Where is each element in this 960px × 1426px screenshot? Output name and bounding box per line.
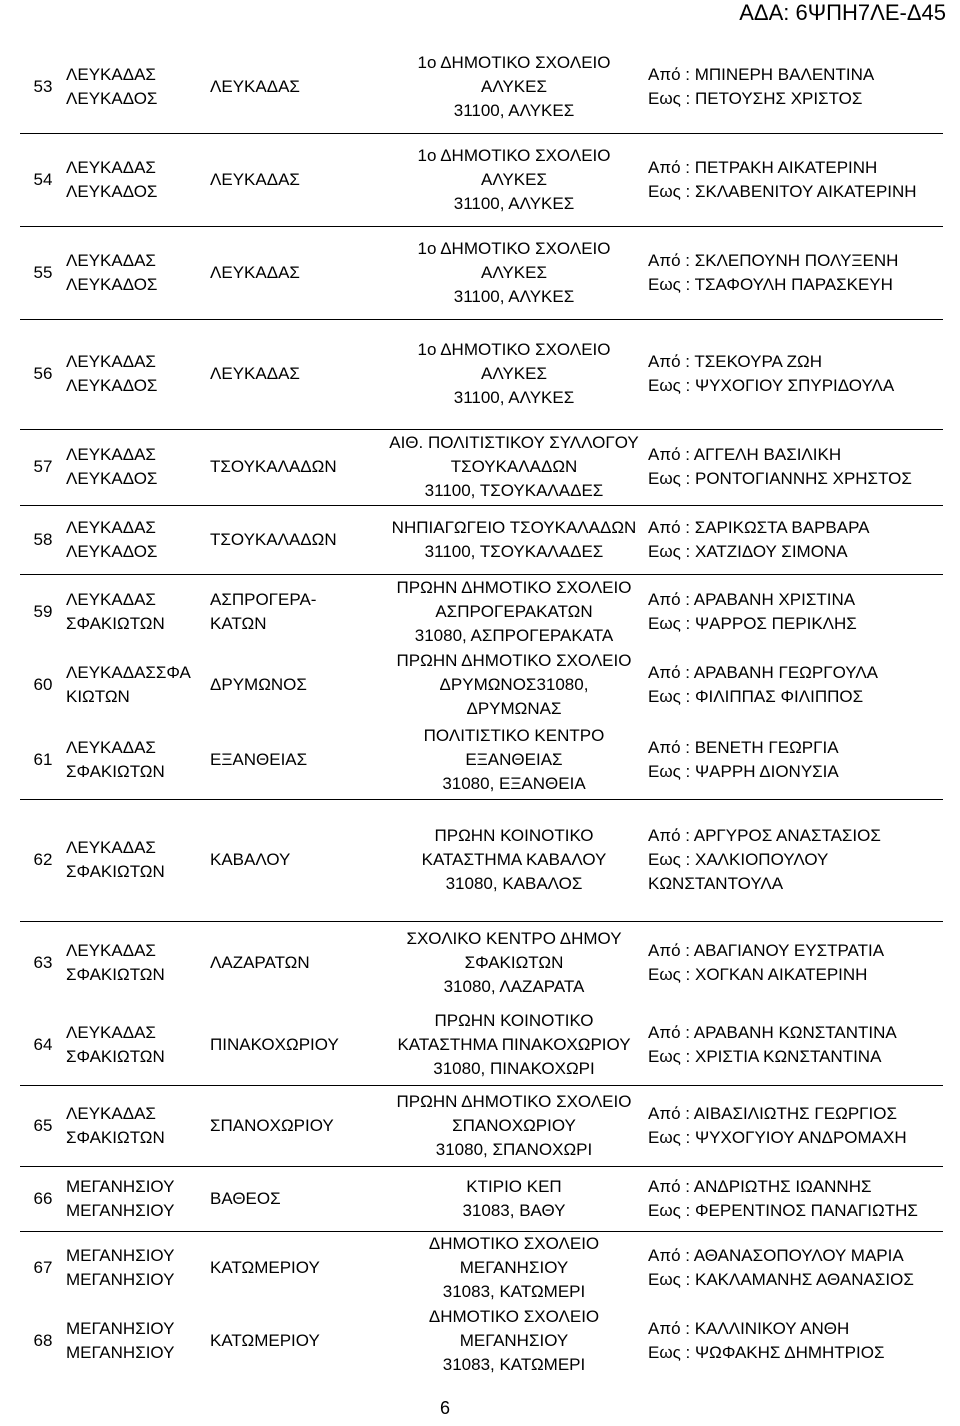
table-row — [20, 1231, 943, 1304]
polling-place-cell — [380, 799, 648, 921]
row-number: 58 — [20, 505, 66, 574]
cell-line: Εως : ΚΑΚΛΑΜΑΝΗΣ ΑΘΑΝΑΣΙΟΣ — [648, 1269, 914, 1289]
cell-line: ΛΕΥΚΑΔΑΣ — [66, 589, 156, 609]
polling-place-cell — [380, 505, 648, 574]
cell-line: ΛΕΥΚΑΔΟΣ — [66, 541, 158, 561]
cell-line: Εως : ΧΟΓΚΑΝ ΑΙΚΑΤΕΡΙΝΗ — [648, 965, 868, 985]
district-cell — [210, 1304, 380, 1377]
cell-line: Εως : ΨΥΧΟΓΙΟΥ ΣΠΥΡΙΔΟΥΛΑ — [648, 376, 895, 395]
district-cell — [210, 42, 380, 133]
cell-line: ΤΣΟΥΚΑΛΑΔΩΝ — [210, 529, 337, 549]
cell-line: 31083, ΚΑΤΩΜΕΡΙ — [442, 1281, 586, 1301]
cell-line: Εως : ΨΥΧΟΓΥΙΟΥ ΑΝΔΡΟΜΑΧΗ — [648, 1127, 907, 1147]
cell-line: 31100, ΑΛΥΚΕΣ — [453, 101, 575, 121]
row-number: 68 — [33, 1330, 53, 1350]
cell-line: ΛΕΥΚΑΔΑΣ — [66, 1022, 156, 1042]
row-number: 53 — [33, 77, 53, 97]
cell-line: 31080, ΕΞΑΝΘΕΙΑ — [442, 773, 586, 793]
cell-line: ΚΑΤΑΣΤΗΜΑ ΚΑΒΑΛΟΥ — [421, 850, 607, 869]
polling-place-cell — [380, 319, 648, 429]
cell-line: 31100, ΤΣΟΥΚΑΛΑΔΕΣ — [424, 541, 604, 561]
cell-line: Από : ΜΠΙΝΕΡΗ ΒΑΛΕΝΤΙΝΑ — [648, 65, 875, 85]
voter-range-cell — [648, 505, 943, 574]
cell-line: ΛΕΥΚΑΔΑΣ — [66, 65, 156, 85]
ada-code: ΑΔΑ: 6ΨΠΗ7ΛΕ-Δ45 — [739, 0, 946, 25]
cell-line: Εως : ΧΑΤΖΙΔΟΥ ΣΙΜΟΝΑ — [648, 541, 848, 561]
cell-line: ΛΕΥΚΑΔΟΣ — [66, 181, 158, 201]
page-number: 6 — [439, 1398, 450, 1418]
cell-line: Εως : ΡΟΝΤΟΓΙΑΝΝΗΣ ΧΡΗΣΤΟΣ — [648, 469, 912, 488]
cell-line: Εως : ΧΡΙΣΤΙΑ ΚΩΝΣΤΑΝΤΙΝΑ — [648, 1046, 882, 1066]
cell-line: ΛΕΥΚΑΔΑΣΣΦΑ — [66, 663, 191, 682]
cell-line: ΚΑΤΩΜΕΡΙΟΥ — [210, 1257, 320, 1277]
voter-range-cell — [648, 319, 943, 429]
cell-line: Από : ΤΣΕΚΟΥΡΑ ΖΩΗ — [648, 352, 823, 371]
cell-line: ΚΑΤΩΝ — [210, 613, 267, 633]
cell-line: ΣΧΟΛΙΚΟ ΚΕΝΤΡΟ ΔΗΜΟΥ — [406, 929, 622, 949]
cell-line: ΛΕΥΚΑΔΟΣ — [66, 89, 158, 109]
table-row — [20, 574, 943, 649]
cell-line: Από : ΠΕΤΡΑΚΗ ΑΙΚΑΤΕΡΙΝΗ — [648, 157, 878, 177]
cell-line: ΛΕΥΚΑΔΟΣ — [66, 274, 158, 294]
cell-line: ΛΕΥΚΑΔΑΣ — [66, 1103, 156, 1123]
municipality-cell — [66, 921, 210, 1005]
cell-line: 31083, ΒΑΘΥ — [462, 1200, 566, 1220]
district-cell — [210, 505, 380, 574]
cell-line: 31080, ΛΑΖΑΡΑΤΑ — [443, 977, 585, 997]
cell-line: ΛΕΥΚΑΔΑΣ — [210, 77, 300, 97]
voter-range-cell — [648, 226, 943, 319]
polling-place-cell — [380, 1231, 648, 1304]
cell-line: ΜΕΓΑΝΗΣΙΟΥ — [66, 1200, 175, 1220]
table-row — [20, 649, 943, 721]
cell-line: 31080, ΑΣΠΡΟΓΕΡΑΚΑΤΑ — [414, 625, 614, 645]
cell-line: ΣΦΑΚΙΩΤΩΝ — [464, 953, 564, 973]
polling-place-cell — [380, 42, 648, 133]
row-number: 64 — [33, 1034, 53, 1054]
cell-line: ΔΗΜΟΤΙΚΟ ΣΧΟΛΕΙΟ — [428, 1306, 600, 1326]
cell-line: ΛΕΥΚΑΔΑΣ — [66, 737, 156, 757]
polling-place-cell — [380, 721, 648, 799]
district-cell — [210, 226, 380, 319]
table-row — [20, 319, 943, 429]
cell-line: Από : ΑΡΑΒΑΝΗ ΚΩΝΣΤΑΝΤΙΝΑ — [648, 1022, 897, 1042]
voter-range-cell — [648, 649, 943, 721]
municipality-cell — [66, 1304, 210, 1377]
cell-line: ΚΑΒΑΛΟΥ — [210, 850, 291, 869]
cell-line: ΚΤΙΡΙΟ ΚΕΠ — [466, 1176, 562, 1196]
cell-line: Από : ΑΒΑΓΙΑΝΟΥ ΕΥΣΤΡΑΤΙΑ — [648, 941, 885, 961]
table-row — [20, 1085, 943, 1166]
municipality-cell — [66, 799, 210, 921]
cell-line: ΛΕΥΚΑΔΑΣ — [66, 157, 156, 177]
cell-line: ΑΛΥΚΕΣ — [481, 77, 547, 97]
cell-line: Από : ΑΡΓΥΡΟΣ ΑΝΑΣΤΑΣΙΟΣ — [648, 826, 881, 845]
row-number: 54 — [20, 133, 66, 226]
cell-line: Από : ΑΡΑΒΑΝΗ ΓΕΩΡΓΟΥΛΑ — [648, 663, 879, 682]
cell-line: ΔΡΥΜΩΝΑΣ — [466, 699, 562, 718]
district-cell — [210, 799, 380, 921]
cell-line: ΣΦΑΚΙΩΤΩΝ — [66, 1127, 165, 1147]
polling-place-cell — [380, 649, 648, 721]
cell-line: ΠΡΩΗΝ ΔΗΜΟΤΙΚΟ ΣΧΟΛΕΙΟ — [396, 577, 632, 597]
municipality-cell — [66, 226, 210, 319]
row-number: 66 — [20, 1166, 66, 1231]
municipality-cell — [66, 1166, 210, 1231]
cell-line: Εως : ΨΩΦΑΚΗΣ ΔΗΜΗΤΡΙΟΣ — [648, 1342, 885, 1362]
cell-line: Εως : ΠΕΤΟΥΣΗΣ ΧΡΙΣΤΟΣ — [648, 89, 863, 109]
cell-line: ΑΛΥΚΕΣ — [481, 262, 547, 282]
table-row — [20, 921, 943, 1005]
cell-line: Από : ΣΑΡΙΚΩΣΤΑ ΒΑΡΒΑΡΑ — [648, 517, 870, 537]
row-number: 67 — [20, 1231, 66, 1304]
cell-line: Από : ΑΘΑΝΑΣΟΠΟΥΛΟΥ ΜΑΡΙΑ — [648, 1245, 904, 1265]
district-cell — [210, 574, 380, 649]
voter-range-cell — [648, 429, 943, 505]
cell-line: Από : ΑΝΔΡΙΩΤΗΣ ΙΩΑΝΝΗΣ — [648, 1176, 872, 1196]
voter-range-cell — [648, 1231, 943, 1304]
cell-line: ΛΕΥΚΑΔΟΣ — [66, 376, 158, 395]
municipality-cell — [66, 319, 210, 429]
cell-line: Εως : ΦΙΛΙΠΠΑΣ ΦΙΛΙΠΠΟΣ — [648, 687, 864, 706]
municipality-cell — [66, 133, 210, 226]
municipality-cell — [66, 721, 210, 799]
table-row — [20, 1304, 943, 1377]
row-number: 60 — [33, 675, 53, 694]
table-row — [20, 1166, 943, 1231]
cell-line: ΤΣΟΥΚΑΛΑΔΩΝ — [450, 457, 578, 476]
cell-line: ΜΕΓΑΝΗΣΙΟΥ — [66, 1318, 175, 1338]
cell-line: ΚΩΝΣΤΑΝΤΟΥΛΑ — [648, 874, 784, 893]
cell-line: ΣΠΑΝΟΧΩΡΙΟΥ — [210, 1115, 334, 1135]
district-cell — [210, 921, 380, 1005]
voter-range-cell — [648, 574, 943, 649]
polling-place-cell — [380, 1304, 648, 1377]
district-cell — [210, 133, 380, 226]
cell-line: 31080, ΣΠΑΝΟΧΩΡΙ — [435, 1139, 593, 1159]
table-row — [20, 42, 943, 133]
municipality-cell — [66, 574, 210, 649]
cell-line: ΔΡΥΜΩΝΟΣ31080, — [439, 675, 589, 694]
cell-line: ΣΦΑΚΙΩΤΩΝ — [66, 965, 165, 985]
polling-place-cell — [380, 133, 648, 226]
polling-place-cell — [380, 1005, 648, 1085]
voter-range-cell — [648, 921, 943, 1005]
voter-range-cell — [648, 1304, 943, 1377]
table-row — [20, 226, 943, 319]
cell-line: ΣΦΑΚΙΩΤΩΝ — [66, 1046, 165, 1066]
cell-line: 31100, ΑΛΥΚΕΣ — [453, 193, 575, 213]
municipality-cell — [66, 505, 210, 574]
cell-line: ΒΑΘΕΟΣ — [210, 1188, 281, 1208]
polling-stations-table — [20, 42, 943, 1377]
municipality-cell — [66, 1005, 210, 1085]
cell-line: ΕΞΑΝΘΕΙΑΣ — [210, 749, 308, 769]
cell-line: 1ο ΔΗΜΟΤΙΚΟ ΣΧΟΛΕΙΟ — [417, 340, 611, 359]
cell-line: ΛΕΥΚΑΔΑΣ — [66, 250, 156, 270]
row-number: 57 — [20, 429, 66, 505]
cell-line: ΑΛΥΚΕΣ — [481, 364, 547, 383]
cell-line: ΛΑΖΑΡΑΤΩΝ — [210, 953, 310, 973]
cell-line: ΣΦΑΚΙΩΤΩΝ — [66, 761, 165, 781]
cell-line: ΔΡΥΜΩΝΟΣ — [210, 675, 307, 694]
polling-place-cell — [380, 1085, 648, 1166]
cell-line: ΑΣΠΡΟΓΕΡΑΚΑΤΩΝ — [435, 601, 593, 621]
cell-line: ΛΕΥΚΑΔΑΣ — [66, 838, 156, 857]
district-cell — [210, 1166, 380, 1231]
table-row — [20, 799, 943, 921]
cell-line: Από : ΑΙΒΑΣΙΛΙΩΤΗΣ ΓΕΩΡΓΙΟΣ — [648, 1103, 897, 1123]
voter-range-cell — [648, 721, 943, 799]
cell-line: Εως : ΧΑΛΚΙΟΠΟΥΛΟΥ — [648, 850, 829, 869]
municipality-cell — [66, 1085, 210, 1166]
district-cell — [210, 1231, 380, 1304]
cell-line: ΑΙΘ. ΠΟΛΙΤΙΣΤΙΚΟΥ ΣΥΛΛΟΓΟΥ — [389, 433, 639, 452]
cell-line: Από : ΣΚΛΕΠΟΥΝΗ ΠΟΛΥΞΕΝΗ — [648, 250, 899, 270]
cell-line: ΚΑΤΑΣΤΗΜΑ ΠΙΝΑΚΟΧΩΡΙΟΥ — [397, 1034, 631, 1054]
municipality-cell — [66, 649, 210, 721]
cell-line: ΛΕΥΚΑΔΑΣ — [66, 352, 156, 371]
cell-line: ΠΡΩΗΝ ΚΟΙΝΟΤΙΚΟ — [434, 826, 594, 845]
polling-place-cell — [380, 921, 648, 1005]
cell-line: ΠΟΛΙΤΙΣΤΙΚΟ ΚΕΝΤΡΟ — [423, 725, 605, 745]
cell-line: ΚΑΤΩΜΕΡΙΟΥ — [210, 1330, 320, 1350]
cell-line: ΣΠΑΝΟΧΩΡΙΟΥ — [452, 1115, 576, 1135]
voter-range-cell — [648, 133, 943, 226]
cell-line: Από : ΒΕΝΕΤΗ ΓΕΩΡΓΙΑ — [648, 737, 839, 757]
cell-line: ΜΕΓΑΝΗΣΙΟΥ — [459, 1330, 569, 1350]
cell-line: Από : ΚΑΛΛΙΝΙΚΟΥ ΑΝΘΗ — [648, 1318, 850, 1338]
cell-line: ΛΕΥΚΑΔΑΣ — [66, 517, 156, 537]
cell-line: ΛΕΥΚΑΔΑΣ — [66, 445, 156, 464]
cell-line: Εως : ΨΑΡΡΟΣ ΠΕΡΙΚΛΗΣ — [648, 613, 857, 633]
cell-line: 31100, ΑΛΥΚΕΣ — [453, 286, 575, 306]
district-cell — [210, 1085, 380, 1166]
municipality-cell — [66, 429, 210, 505]
cell-line: ΚΙΩΤΩΝ — [66, 687, 130, 706]
cell-line: Εως : ΦΕΡΕΝΤΙΝΟΣ ΠΑΝΑΓΙΩΤΗΣ — [648, 1200, 918, 1220]
cell-line: ΝΗΠΙΑΓΩΓΕΙΟ ΤΣΟΥΚΑΛΑΔΩΝ — [391, 517, 637, 537]
cell-line: ΜΕΓΑΝΗΣΙΟΥ — [66, 1342, 175, 1362]
cell-line: ΛΕΥΚΑΔΑΣ — [210, 262, 300, 282]
cell-line: ΜΕΓΑΝΗΣΙΟΥ — [459, 1257, 569, 1277]
voter-range-cell — [648, 1166, 943, 1231]
cell-line: Εως : ΨΑΡΡΗ ΔΙΟΝΥΣΙΑ — [648, 761, 839, 781]
cell-line: ΠΙΝΑΚΟΧΩΡΙΟΥ — [210, 1034, 339, 1054]
polling-place-cell — [380, 1166, 648, 1231]
table-row — [20, 1005, 943, 1085]
cell-line: 31083, ΚΑΤΩΜΕΡΙ — [442, 1354, 586, 1374]
cell-line: 1ο ΔΗΜΟΤΙΚΟ ΣΧΟΛΕΙΟ — [417, 145, 611, 165]
municipality-cell — [66, 42, 210, 133]
district-cell — [210, 429, 380, 505]
cell-line: 31080, ΠΙΝΑΚΟΧΩΡΙ — [433, 1058, 595, 1078]
voter-range-cell — [648, 1005, 943, 1085]
cell-line: ΠΡΩΗΝ ΔΗΜΟΤΙΚΟ ΣΧΟΛΕΙΟ — [396, 1091, 632, 1111]
table-row — [20, 429, 943, 505]
cell-line: ΛΕΥΚΑΔΑΣ — [210, 169, 300, 189]
district-cell — [210, 1005, 380, 1085]
row-number: 61 — [33, 749, 53, 769]
cell-line: ΑΛΥΚΕΣ — [481, 169, 547, 189]
voter-range-cell — [648, 799, 943, 921]
table-row — [20, 133, 943, 226]
cell-line: ΛΕΥΚΑΔΑΣ — [66, 941, 156, 961]
polling-place-cell — [380, 574, 648, 649]
cell-line: Εως : ΣΚΛΑΒΕΝΙΤΟΥ ΑΙΚΑΤΕΡΙΝΗ — [648, 181, 917, 201]
polling-place-cell — [380, 226, 648, 319]
cell-line: 31100, ΤΣΟΥΚΑΛΑΔΕΣ — [424, 481, 604, 500]
cell-line: ΔΗΜΟΤΙΚΟ ΣΧΟΛΕΙΟ — [428, 1233, 600, 1253]
cell-line: 31100, ΑΛΥΚΕΣ — [453, 388, 575, 407]
cell-line: Από : ΑΓΓΕΛΗ ΒΑΣΙΛΙΚΗ — [648, 445, 842, 464]
row-number: 59 — [20, 574, 66, 649]
cell-line: ΜΕΓΑΝΗΣΙΟΥ — [66, 1176, 175, 1196]
municipality-cell — [66, 1231, 210, 1304]
cell-line: ΕΞΑΝΘΕΙΑΣ — [465, 749, 563, 769]
district-cell — [210, 649, 380, 721]
cell-line: 1ο ΔΗΜΟΤΙΚΟ ΣΧΟΛΕΙΟ — [417, 238, 611, 258]
cell-line: ΠΡΩΗΝ ΔΗΜΟΤΙΚΟ ΣΧΟΛΕΙΟ — [396, 651, 632, 670]
cell-line: ΜΕΓΑΝΗΣΙΟΥ — [66, 1269, 175, 1289]
row-number: 63 — [20, 921, 66, 1005]
cell-line: ΜΕΓΑΝΗΣΙΟΥ — [66, 1245, 175, 1265]
cell-line: ΣΦΑΚΙΩΤΩΝ — [66, 862, 165, 881]
district-cell — [210, 721, 380, 799]
cell-line: Εως : ΤΣΑΦΟΥΛΗ ΠΑΡΑΣΚΕΥΗ — [648, 274, 893, 294]
voter-range-cell — [648, 42, 943, 133]
row-number: 55 — [20, 226, 66, 319]
cell-line: ΛΕΥΚΑΔΟΣ — [66, 469, 158, 488]
cell-line: 31080, ΚΑΒΑΛΟΣ — [445, 874, 583, 893]
table-row — [20, 505, 943, 574]
cell-line: ΛΕΥΚΑΔΑΣ — [210, 364, 300, 383]
cell-line: Από : ΑΡΑΒΑΝΗ ΧΡΙΣΤΙΝΑ — [648, 589, 856, 609]
polling-place-cell — [380, 429, 648, 505]
row-number: 56 — [20, 319, 66, 429]
cell-line: ΤΣΟΥΚΑΛΑΔΩΝ — [210, 457, 337, 476]
cell-line: ΠΡΩΗΝ ΚΟΙΝΟΤΙΚΟ — [434, 1010, 594, 1030]
cell-line: ΣΦΑΚΙΩΤΩΝ — [66, 613, 165, 633]
row-number: 62 — [20, 799, 66, 921]
table-row — [20, 721, 943, 799]
voter-range-cell — [648, 1085, 943, 1166]
row-number: 65 — [20, 1085, 66, 1166]
cell-line: ΑΣΠΡΟΓΕΡΑ- — [210, 589, 317, 609]
district-cell — [210, 319, 380, 429]
cell-line: 1ο ΔΗΜΟΤΙΚΟ ΣΧΟΛΕΙΟ — [417, 53, 611, 73]
